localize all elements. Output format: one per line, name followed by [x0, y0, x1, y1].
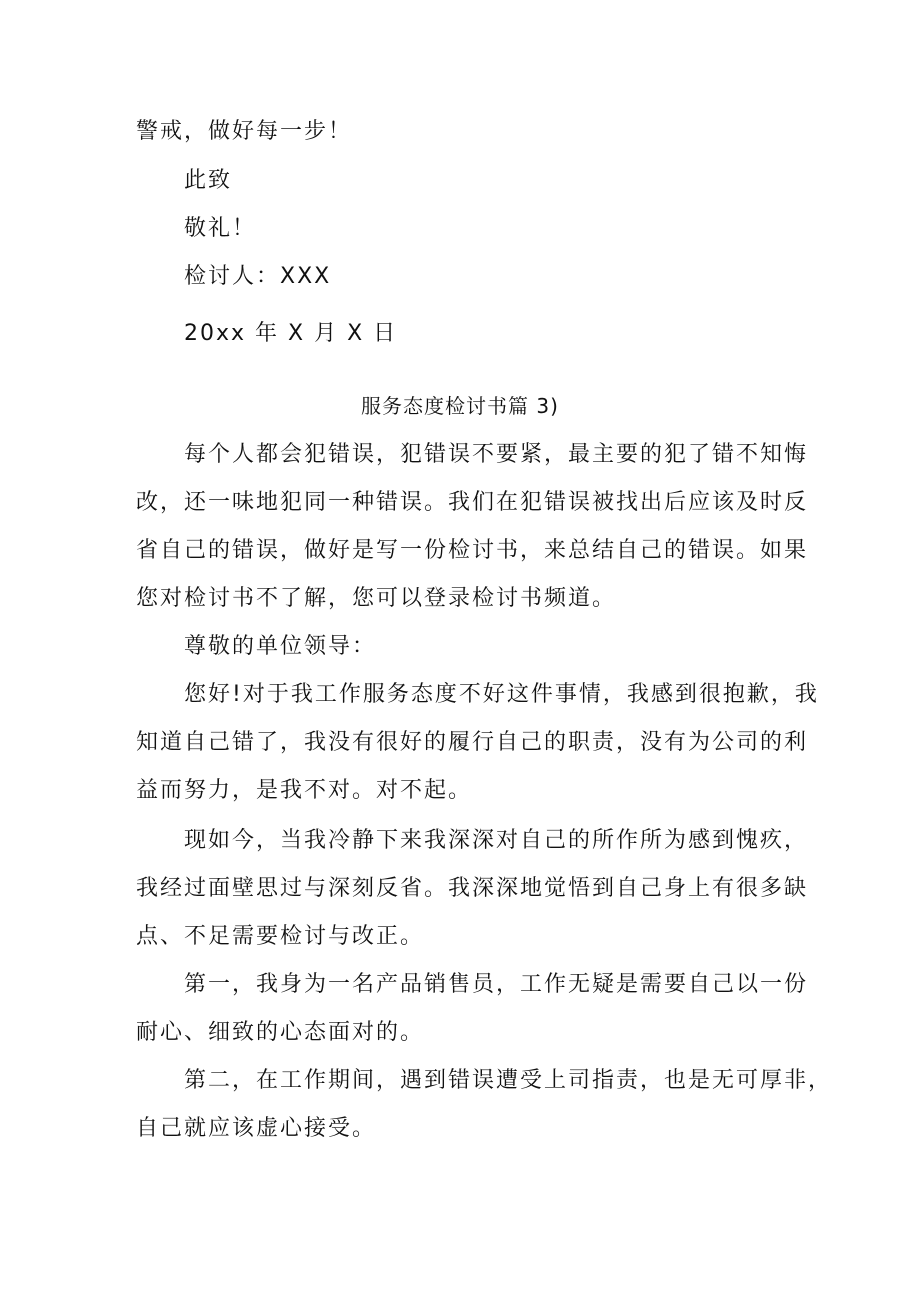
paragraph-line: 我经过面壁思过与深刻反省。我深深地觉悟到自己身上有很多缺	[136, 876, 809, 901]
paragraph-line: 您对检讨书不了解，您可以登录检讨书频道。	[136, 586, 617, 611]
paragraph-line: 省自己的错误，做好是写一份检讨书，来总结自己的错误。如果	[136, 538, 809, 563]
paragraph-line: 每个人都会犯错误，犯错误不要紧，最主要的犯了错不知悔	[184, 442, 809, 467]
paragraph-line: 您好!对于我工作服务态度不好这件事情，我感到很抱歉，我	[184, 682, 819, 707]
section-title: 服务态度检讨书篇 3)	[361, 394, 559, 418]
paragraph-line: 自己就应该虚心接受。	[136, 1116, 377, 1141]
paragraph-line: 耐心、细致的心态面对的。	[136, 1020, 425, 1045]
paragraph-line: 第一，我身为一名产品销售员，工作无疑是需要自己以一份	[184, 972, 809, 997]
paragraph-line: 现如今，当我冷静下来我深深对自己的所作所为感到愧疚，	[184, 828, 809, 853]
paragraph-line: 益而努力，是我不对。对不起。	[136, 778, 473, 803]
closing-salutation: 此致	[184, 168, 233, 193]
date-line: 20xx 年 X 月 X 日	[184, 321, 398, 346]
paragraph-line: 改，还一味地犯同一种错误。我们在犯错误被找出后应该及时反	[136, 490, 809, 515]
intro-line: 警戒，做好每一步！	[136, 119, 353, 144]
closing-respect: 敬礼！	[184, 216, 257, 241]
paragraph-line: 第二，在工作期间，遇到错误遭受上司指责，也是无可厚非，	[184, 1068, 833, 1093]
paragraph-line: 点、不足需要检讨与改正。	[136, 924, 425, 949]
greeting-line: 尊敬的单位领导：	[184, 634, 377, 659]
signer-line: 检讨人：XXX	[184, 264, 332, 289]
paragraph-line: 知道自己错了，我没有很好的履行自己的职责，没有为公司的利	[136, 730, 809, 755]
